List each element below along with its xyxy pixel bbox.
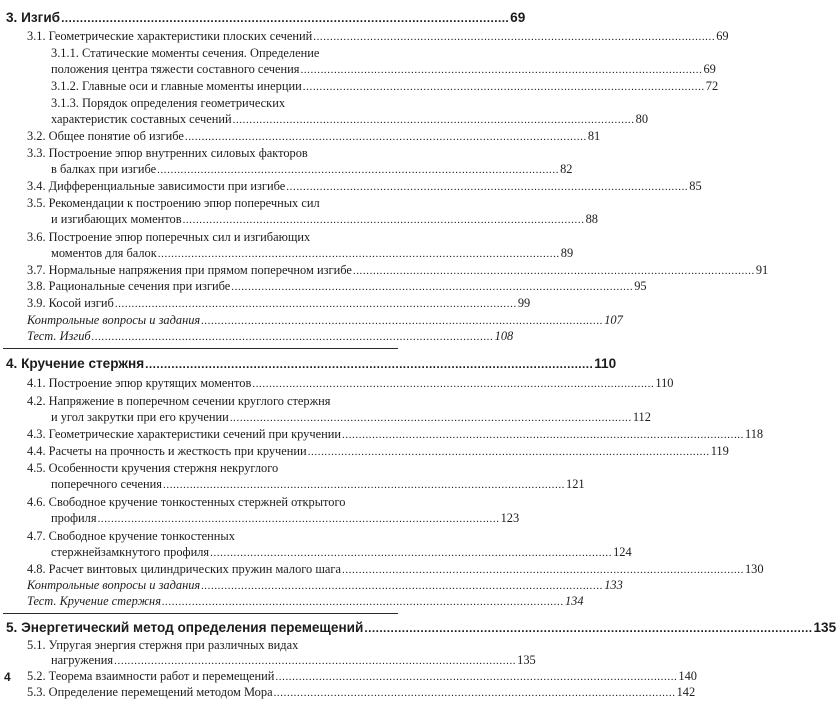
toc-entry-test: Тест. Изгиб ........................................................................................................................ 108 xyxy=(27,329,514,343)
toc-entry: моментов для балок ........................................................................................................................ 89 xyxy=(51,246,574,260)
toc-entry: профиля ........................................................................................................................ 123 xyxy=(51,511,520,525)
toc-entry: 5.3. Определение перемещений методом Мора ........................................................................................................................ 142 xyxy=(27,685,696,699)
page-ref: 110 xyxy=(594,356,617,371)
toc-entry-line: 3.1.3. Порядок определения геометрических xyxy=(51,96,286,110)
toc-entry: и изгибающих моментов ........................................................................................................................ 88 xyxy=(51,212,598,226)
toc-entry: 4.1. Построение эпюр крутящих моментов ........................................................................................................................ 110 xyxy=(27,376,674,390)
chapter-heading: 4. Кручение стержня ........................................................................................................................ 110 xyxy=(6,356,617,371)
section-divider xyxy=(3,613,398,614)
toc-entry: нагружения ........................................................................................................................ 135 xyxy=(51,653,536,667)
toc-entry-line: 4.2. Напряжение в поперечном сечении круглого стержня xyxy=(27,394,331,408)
toc-entry: 3.1. Геометрические характеристики плоских сечений ........................................................................................................................ 69 xyxy=(27,29,729,43)
toc-entry-questions: Контрольные вопросы и задания ........................................................................................................................ 133 xyxy=(27,578,623,592)
toc-entry: 5.2. Теорема взаимности работ и перемещений ........................................................................................................................ 140 xyxy=(27,669,697,683)
toc-entry: 3.1.2. Главные оси и главные моменты инерции ........................................................................................................................ 72 xyxy=(51,79,719,93)
toc-entry-line: 4.5. Особенности кручения стержня некруглого xyxy=(27,461,279,475)
toc-entry-line: 4.7. Свободное кручение тонкостенных xyxy=(27,529,235,543)
page-ref: 135 xyxy=(813,620,836,635)
toc-entry: в балках при изгибе ........................................................................................................................ 82 xyxy=(51,162,573,176)
section-divider xyxy=(3,348,398,349)
toc-entry: и угол закрутки при его кручении ........................................................................................................................ 112 xyxy=(51,410,651,424)
toc-entry: 3.9. Косой изгиб ........................................................................................................................ 99 xyxy=(27,296,531,310)
toc-entry: положения центра тяжести составного сечения ........................................................................................................................ 69 xyxy=(51,62,716,76)
chapter-heading: 5. Энергетический метод определения перемещений ........................................................................................................................ 135 xyxy=(6,620,836,635)
toc-entry: 3.8. Рациональные сечения при изгибе ........................................................................................................................ 95 xyxy=(27,279,647,293)
toc-entry: 3.7. Нормальные напряжения при прямом поперечном изгибе ........................................................................................................................ 91 xyxy=(27,263,769,277)
toc-entry: 4.4. Расчеты на прочность и жесткость при кручении ........................................................................................................................ 119 xyxy=(27,444,729,458)
toc-entry-line: 3.3. Построение эпюр внутренних силовых факторов xyxy=(27,146,308,160)
toc-entry-line: 3.5. Рекомендации к построению эпюр поперечных сил xyxy=(27,196,320,210)
chapter-heading: 3. Изгиб ........................................................................................................................ 69 xyxy=(6,10,526,25)
toc-entry: поперечного сечения ........................................................................................................................ 121 xyxy=(51,477,585,491)
toc-entry-line: 4.6. Свободное кручение тонкостенных стержней открытого xyxy=(27,495,346,509)
toc-entry: стержнейзамкнутого профиля ........................................................................................................................ 124 xyxy=(51,545,632,559)
toc-entry: 4.8. Расчет винтовых цилиндрических пружин малого шага ........................................................................................................................ 130 xyxy=(27,562,764,576)
toc-entry-questions: Контрольные вопросы и задания ........................................................................................................................ 107 xyxy=(27,313,623,327)
toc-entry-line: 3.1.1. Статические моменты сечения. Определение xyxy=(51,46,320,60)
page-ref: 69 xyxy=(510,10,526,25)
page-number: 4 xyxy=(4,670,11,684)
toc-entry: 4.3. Геометрические характеристики сечений при кручении ........................................................................................................................ 118 xyxy=(27,427,764,441)
toc-entry: 3.2. Общее понятие об изгибе ........................................................................................................................ 81 xyxy=(27,129,601,143)
toc-entry: характеристик составных сечений ........................................................................................................................ 80 xyxy=(51,112,649,126)
toc-entry-line: 5.1. Упругая энергия стержня при различных видах xyxy=(27,638,299,652)
toc-entry-line: 3.6. Построение эпюр поперечных сил и изгибающих xyxy=(27,230,311,244)
toc-entry-test: Тест. Кручение стержня ........................................................................................................................ 134 xyxy=(27,594,584,608)
toc-entry: 3.4. Дифференциальные зависимости при изгибе ........................................................................................................................ 85 xyxy=(27,179,702,193)
